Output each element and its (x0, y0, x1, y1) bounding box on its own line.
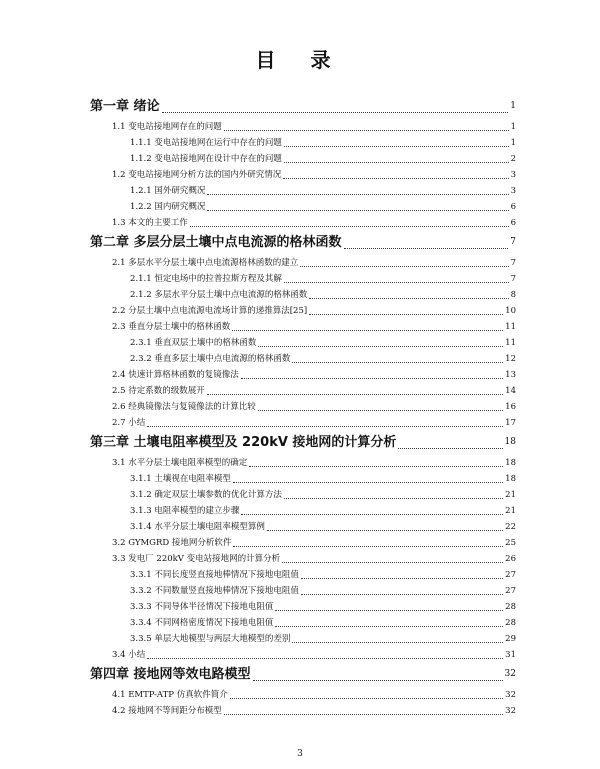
toc-entry-page: 1 (510, 101, 516, 111)
toc-dot-leader (309, 314, 503, 315)
toc-section-entry[interactable] (90, 399, 516, 415)
toc-dot-leader (275, 626, 503, 627)
toc-dot-leader (284, 146, 509, 147)
toc-dot-leader (309, 298, 508, 299)
toc-entry-page: 25 (505, 538, 516, 548)
toc-section-entry[interactable] (90, 119, 516, 135)
toc-entry-title: 2.3.1 垂直双层土壤中的格林函数 (130, 338, 257, 348)
toc-entry-title: 4.2 接地网不等间距分布模型 (112, 706, 222, 716)
toc-entry-page: 16 (505, 402, 516, 412)
toc-entry-page: 1 (510, 138, 516, 148)
toc-entry-title: 2.4 快速计算格林函数的复镜像法 (112, 370, 239, 380)
toc-entry-page: 12 (505, 354, 516, 364)
toc-entry-page: 21 (505, 490, 516, 500)
toc-dot-leader (292, 362, 503, 363)
toc-entry-page: 14 (505, 386, 516, 396)
toc-entry-title: 3.1.2 确定双层土壤参数的优化计算方法 (130, 490, 282, 500)
toc-entry-page: 17 (505, 418, 516, 428)
toc-entry-title: 第二章 多层分层土壤中点电流源的格林函数 (90, 235, 342, 250)
toc-section-entry[interactable] (90, 383, 516, 399)
toc-section-entry[interactable] (90, 535, 516, 551)
toc-entry-title: 2.3 垂直分层土壤中的格林函数 (112, 322, 231, 332)
toc-entry-page: 32 (505, 706, 516, 716)
toc-dot-leader (301, 594, 503, 595)
toc-dot-leader (232, 330, 503, 331)
toc-dot-leader (282, 562, 503, 563)
toc-dot-leader (207, 394, 503, 395)
toc-subsection-entry[interactable] (90, 335, 516, 351)
toc-dot-leader (147, 426, 503, 427)
toc-dot-leader (253, 680, 503, 681)
toc-subsection-entry[interactable] (90, 135, 516, 151)
toc-dot-leader (207, 194, 508, 195)
toc-entry-title: 3.3.4 不同网格密度情况下接地电阻值 (130, 618, 274, 628)
toc-entry-title: 2.2 分层土壤中点电流源电流场计算的递推算法[25] (112, 306, 308, 316)
toc-entry-page: 7 (510, 258, 516, 268)
toc-subsection-entry[interactable] (90, 631, 516, 647)
toc-section-entry[interactable] (90, 303, 516, 319)
toc-subsection-entry[interactable] (90, 599, 516, 615)
toc-entry-title: 3.3 发电厂 220kV 变电站接地网的计算分析 (112, 554, 281, 564)
toc-subsection-entry[interactable] (90, 487, 516, 503)
toc-subsection-entry[interactable] (90, 519, 516, 535)
toc-entry-page: 26 (505, 554, 516, 564)
toc-entry-title: 3.3.2 不同数量竖直接地棒情况下接地电阻值 (130, 586, 299, 596)
toc-dot-leader (258, 346, 503, 347)
toc-subsection-entry[interactable] (90, 503, 516, 519)
toc-entry-page: 27 (505, 586, 516, 596)
toc-entry-page: 18 (504, 437, 516, 447)
page-number: 3 (297, 749, 303, 759)
toc-entry-title: 2.1.2 多层水平分层土壤中点电流源的格林函数 (130, 290, 308, 300)
toc-subsection-entry[interactable] (90, 615, 516, 631)
toc-entry-page: 21 (505, 506, 516, 516)
toc-entry-title: 1.2.1 国外研究概况 (130, 186, 206, 196)
toc-entry-title: 1.1 变电站接地网存在的问题 (112, 122, 222, 132)
toc-subsection-entry[interactable] (90, 183, 516, 199)
toc-entry-page: 10 (505, 306, 516, 316)
toc-entry-page: 29 (505, 634, 516, 644)
toc-section-entry[interactable] (90, 215, 516, 231)
toc-entry-page: 18 (505, 474, 516, 484)
toc-section-entry[interactable] (90, 647, 516, 663)
toc-entry-page: 11 (505, 322, 516, 332)
toc-entry-title: 3.3.5 单层大地模型与两层大地模型的差别 (130, 634, 291, 644)
toc-subsection-entry[interactable] (90, 271, 516, 287)
toc-entry-title: 2.1.1 恒定电场中的拉普拉斯方程及其解 (130, 274, 282, 284)
toc-entry-page: 31 (505, 650, 516, 660)
toc-entry-page: 6 (510, 218, 516, 228)
toc-section-entry[interactable] (90, 167, 516, 183)
toc-entry-page: 11 (505, 338, 516, 348)
toc-entry-page: 3 (510, 170, 516, 180)
toc-entry-title: 3.1.1 土壤视在电阻率模型 (130, 474, 231, 484)
toc-dot-leader (207, 210, 508, 211)
toc-entry-title: 1.1.2 变电站接地网在设计中存在的问题 (130, 154, 282, 164)
toc-dot-leader (233, 482, 503, 483)
toc-subsection-entry[interactable] (90, 567, 516, 583)
toc-entry-title: 1.1.1 变电站接地网在运行中存在的问题 (130, 138, 282, 148)
toc-chapter-entry[interactable] (90, 231, 516, 254)
toc-entry-title: 2.1 多层水平分层土壤中点电流源格林函数的建立 (112, 258, 299, 268)
toc-entry-title: 4.1 EMTP-ATP 仿真软件简介 (112, 690, 228, 700)
toc-dot-leader (241, 514, 503, 515)
toc-entry-title: 3.2 GYMGRD 接地网分析软件 (112, 538, 232, 548)
toc-subsection-entry[interactable] (90, 471, 516, 487)
toc-chapter-entry[interactable] (90, 663, 516, 686)
toc-section-entry[interactable] (90, 415, 516, 431)
toc-dot-leader (300, 266, 508, 267)
toc-dot-leader (249, 466, 503, 467)
toc-subsection-entry[interactable] (90, 199, 516, 215)
toc-entry-title: 1.2 变电站接地网分析方法的国内外研究情况 (112, 170, 282, 180)
toc-entry-page: 8 (510, 290, 516, 300)
toc-dot-leader (258, 410, 503, 411)
toc-dot-leader (224, 130, 509, 131)
toc-dot-leader (224, 714, 503, 715)
toc-entry-title: 2.5 待定系数的级数展开 (112, 386, 205, 396)
toc-entry-page: 22 (505, 522, 516, 532)
toc-entry-title: 第一章 绪论 (90, 99, 160, 114)
toc-chapter-entry[interactable] (90, 95, 516, 118)
toc-dot-leader (292, 642, 503, 643)
toc-dot-leader (275, 610, 503, 611)
toc-dot-leader (233, 546, 503, 547)
toc-entry-page: 28 (505, 602, 516, 612)
toc-entry-title: 2.6 经典镜像法与复镜像法的计算比较 (112, 402, 256, 412)
toc-section-entry[interactable] (90, 255, 516, 271)
toc-entry-page: 7 (510, 274, 516, 284)
toc-entry-page: 6 (510, 202, 516, 212)
toc-chapter-entry[interactable] (90, 431, 516, 454)
toc-entry-page: 18 (505, 458, 516, 468)
toc-dot-leader (284, 498, 503, 499)
toc-entry-title: 第三章 土壤电阻率模型及 220kV 接地网的计算分析 (90, 435, 397, 450)
toc-dot-leader (241, 378, 503, 379)
toc-dot-leader (267, 530, 503, 531)
toc-dot-leader (283, 178, 508, 179)
toc-section-entry[interactable] (90, 551, 516, 567)
toc-entry-page: 28 (505, 618, 516, 628)
toc-dot-leader (301, 578, 503, 579)
toc-entry-page: 32 (504, 669, 516, 679)
toc-section-entry[interactable] (90, 367, 516, 383)
toc-entry-page: 1 (510, 122, 516, 132)
toc-entry-page: 3 (510, 186, 516, 196)
toc-subsection-entry[interactable] (90, 583, 516, 599)
toc-entry-title: 1.2.2 国内研究概况 (130, 202, 206, 212)
toc-entry-title: 3.4 小结 (112, 650, 146, 660)
toc-section-entry[interactable] (90, 687, 516, 703)
toc-entry-page: 32 (505, 690, 516, 700)
toc-entry-title: 3.1 水平分层土壤电阻率模型的确定 (112, 458, 248, 468)
toc-subsection-entry[interactable] (90, 351, 516, 367)
toc-entry-title: 第四章 接地网等效电路模型 (90, 667, 251, 682)
toc-entry-page: 7 (510, 237, 516, 247)
toc-dot-leader (344, 248, 509, 249)
toc-entry-title: 3.3.3 不同导体半径情况下接地电阻值 (130, 602, 274, 612)
toc-dot-leader (284, 282, 509, 283)
toc-dot-leader (284, 162, 509, 163)
toc-section-entry[interactable] (90, 703, 516, 719)
toc-entry-title: 3.1.3 电阻率模型的建立步骤 (130, 506, 240, 516)
toc-dot-leader (147, 658, 503, 659)
toc-entry-page: 27 (505, 570, 516, 580)
toc-entry-title: 3.1.4 水平分层土壤电阻率模型算例 (130, 522, 265, 532)
toc-subsection-entry[interactable] (90, 287, 516, 303)
toc-subsection-entry[interactable] (90, 151, 516, 167)
toc-dot-leader (162, 112, 509, 113)
page-title: 目 录 (255, 48, 345, 72)
toc-section-entry[interactable] (90, 319, 516, 335)
table-of-contents (90, 95, 516, 719)
toc-entry-title: 2.3.2 垂直多层土壤中点电流源的格林函数 (130, 354, 291, 364)
toc-dot-leader (190, 226, 509, 227)
toc-dot-leader (230, 698, 503, 699)
toc-entry-title: 2.7 小结 (112, 418, 146, 428)
toc-section-entry[interactable] (90, 455, 516, 471)
toc-entry-title: 3.3.1 不同长度竖直接地棒情况下接地电阻值 (130, 570, 299, 580)
toc-entry-title: 1.3 本文的主要工作 (112, 218, 188, 228)
toc-dot-leader (398, 448, 502, 449)
toc-entry-page: 13 (505, 370, 516, 380)
toc-entry-page: 2 (510, 154, 516, 164)
